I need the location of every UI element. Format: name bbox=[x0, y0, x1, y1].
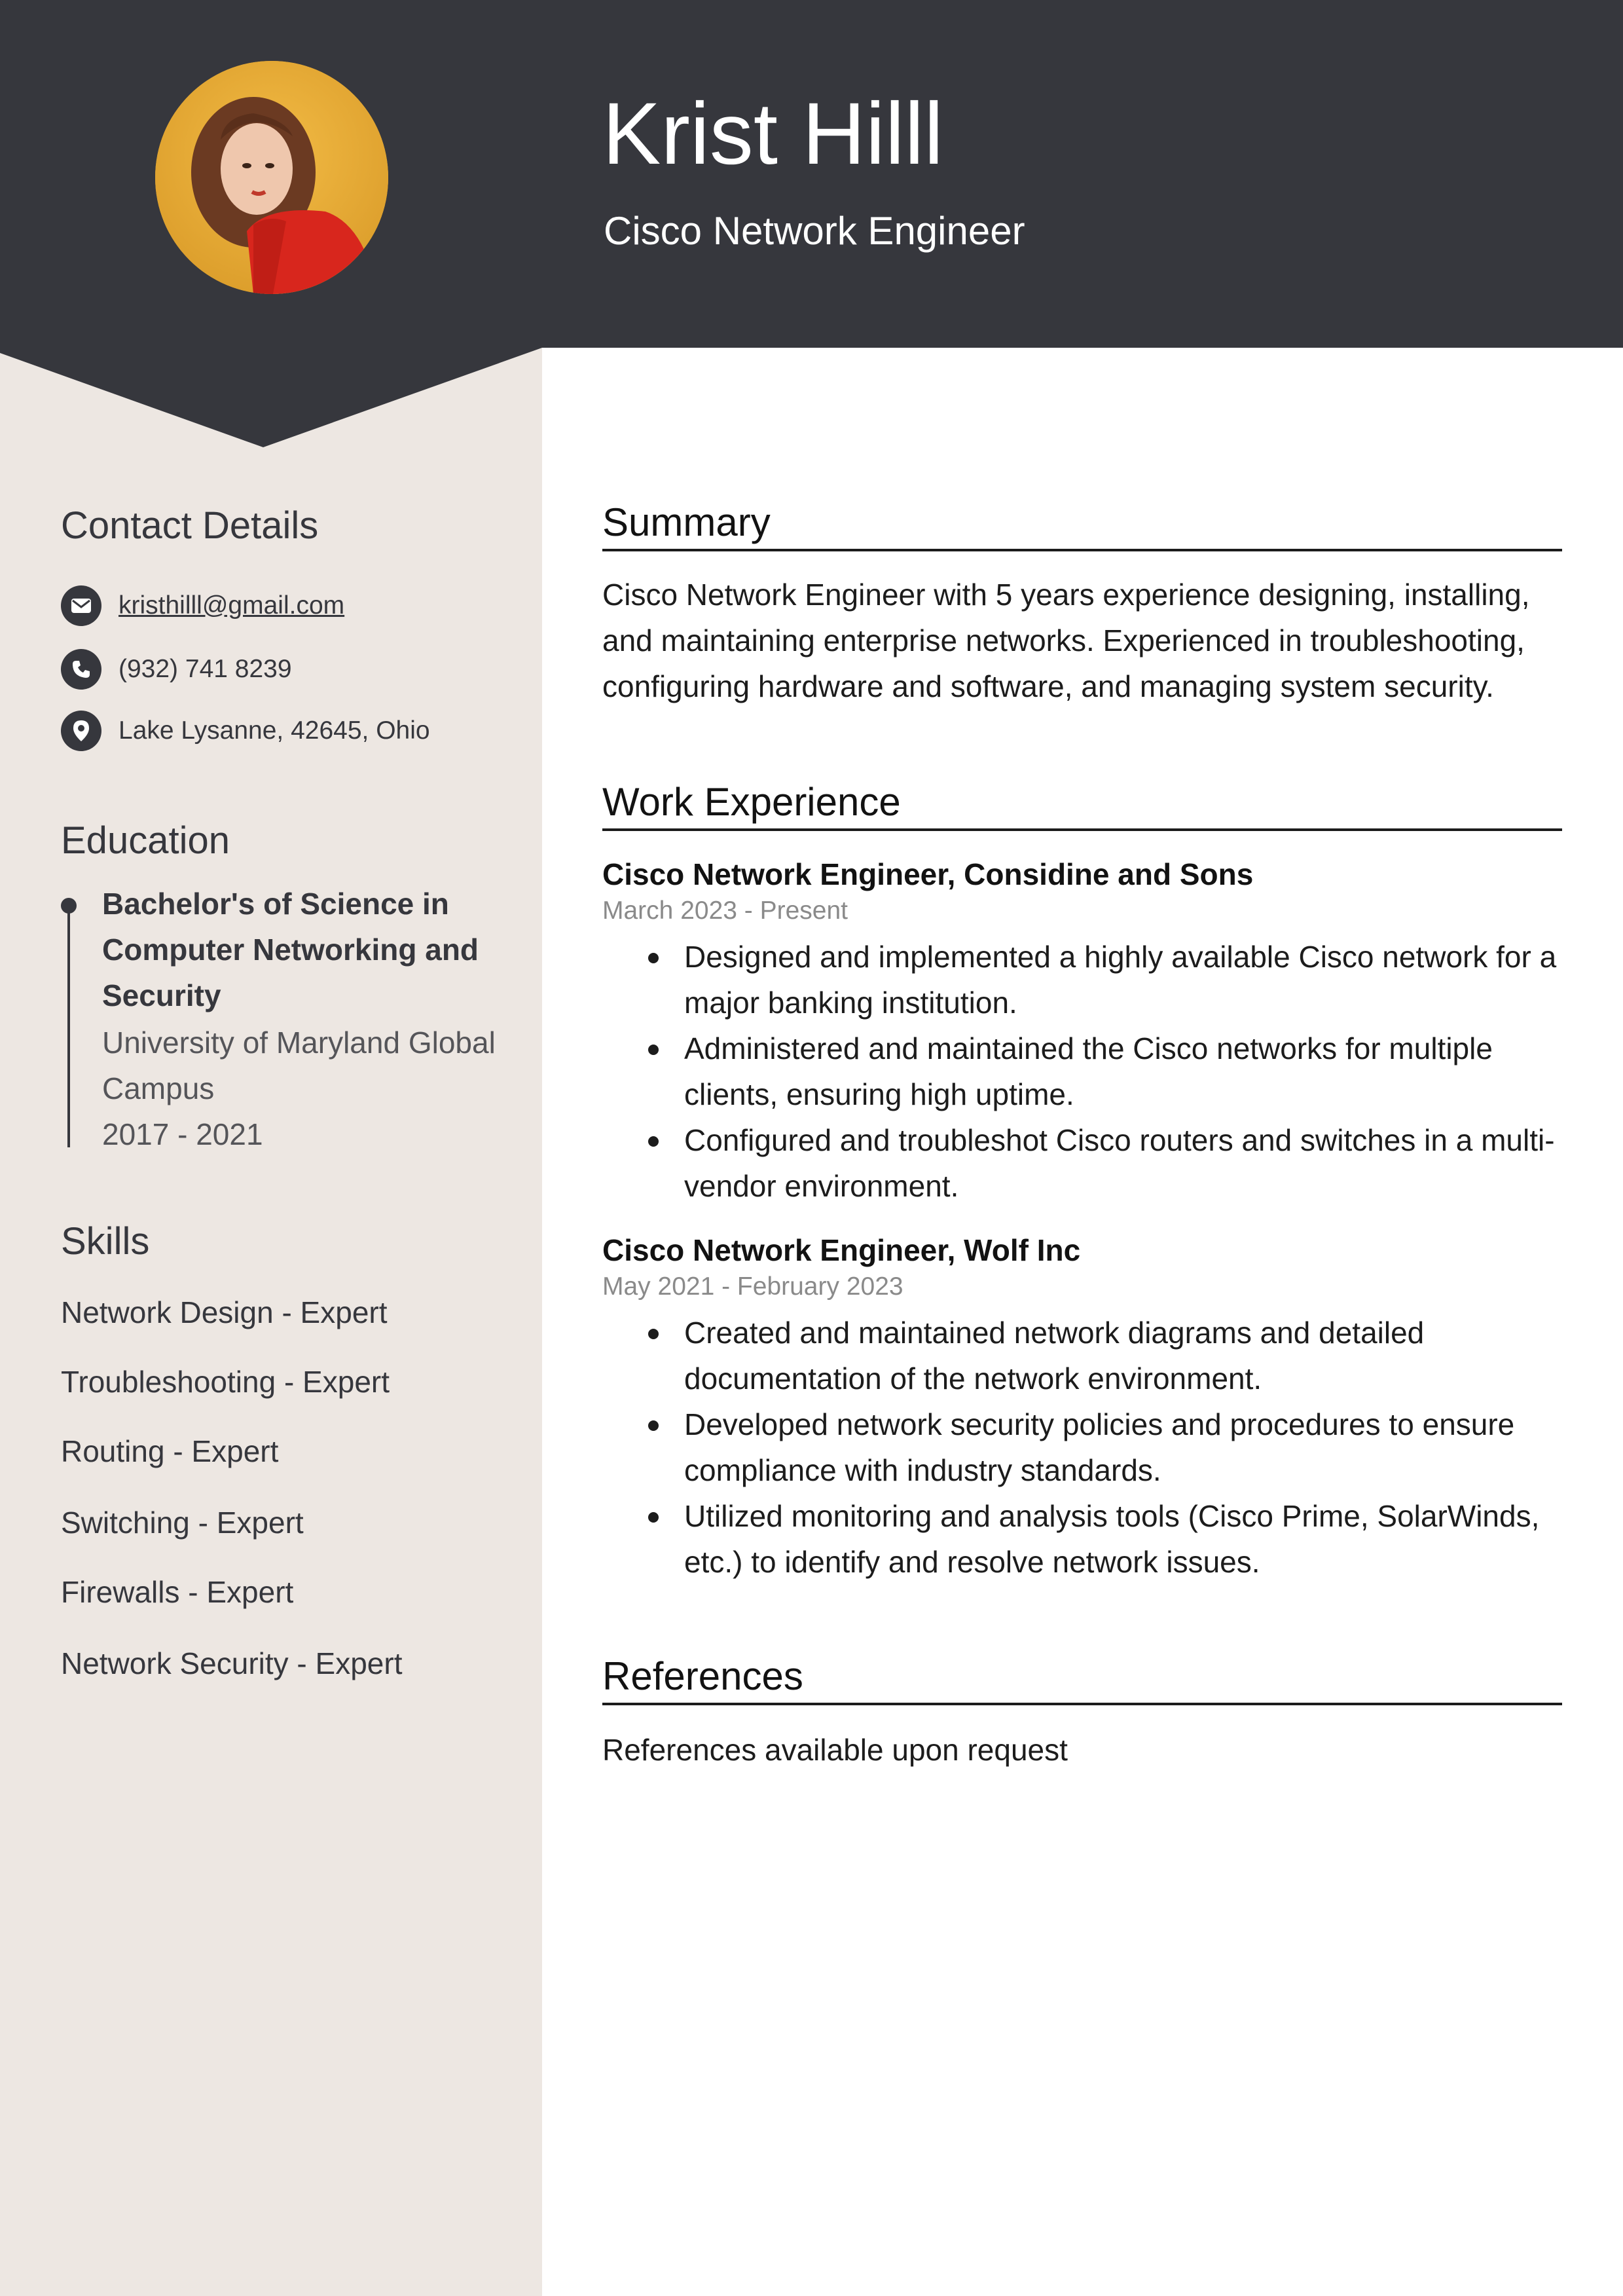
contact-heading: Contact Details bbox=[61, 504, 319, 547]
contact-phone-row bbox=[61, 648, 292, 690]
education-years: 2017 - 2021 bbox=[102, 1117, 263, 1151]
skill-item: Network Security - Expert bbox=[61, 1646, 403, 1680]
contact-address-row bbox=[61, 710, 430, 752]
education-timeline-line bbox=[67, 906, 70, 1147]
job-dates-2: May 2021 - February 2023 bbox=[602, 1272, 903, 1301]
education-degree: Bachelor's of Science in Computer Networking and Security bbox=[102, 887, 479, 1012]
references-text: References available upon request bbox=[602, 1733, 1068, 1767]
education-heading: Education bbox=[61, 819, 230, 862]
list-item: Designed and implemented a highly available Cisco network for a major banking institution. bbox=[655, 934, 1571, 1026]
job-bullets-1 bbox=[655, 934, 1571, 1209]
job-title-2: Cisco Network Engineer, Wolf Inc bbox=[602, 1233, 1081, 1267]
skill-item: Troubleshooting - Expert bbox=[61, 1365, 390, 1399]
skill-item: Routing - Expert bbox=[61, 1434, 279, 1468]
education-school: University of Maryland Global Campus bbox=[102, 1026, 496, 1105]
contact-email-row[interactable] bbox=[61, 585, 344, 627]
experience-divider bbox=[602, 828, 1562, 831]
job-title-1: Cisco Network Engineer, Considine and Sons bbox=[602, 857, 1254, 891]
skills-heading: Skills bbox=[61, 1220, 150, 1263]
phone-icon bbox=[61, 649, 101, 690]
list-item: Administered and maintained the Cisco networks for multiple clients, ensuring high uptime. bbox=[655, 1026, 1571, 1117]
job-dates-1: March 2023 - Present bbox=[602, 897, 848, 925]
summary-divider bbox=[602, 549, 1562, 551]
experience-heading: Work Experience bbox=[602, 780, 901, 824]
skill-item: Firewalls - Expert bbox=[61, 1575, 294, 1609]
summary-text: Cisco Network Engineer with 5 years experience designing, installing, and maintaining enterprise networks. Experienced in troubleshooting, configuring hardware and software, and managing system security. bbox=[602, 578, 1530, 703]
job-bullets-2 bbox=[655, 1310, 1571, 1585]
candidate-name: Krist Hilll bbox=[602, 85, 944, 183]
address: Lake Lysanne, 42645, Ohio bbox=[119, 716, 430, 745]
header-chevron bbox=[0, 348, 542, 447]
list-item: Utilized monitoring and analysis tools (Cisco Prime, SolarWinds, etc.) to identify and resolve network issues. bbox=[655, 1493, 1571, 1585]
phone-number: (932) 741 8239 bbox=[119, 655, 292, 683]
summary-heading: Summary bbox=[602, 500, 771, 544]
email-link[interactable]: kristhilll@gmail.com bbox=[119, 591, 345, 620]
skill-item: Network Design - Expert bbox=[61, 1295, 388, 1329]
map-pin-icon bbox=[61, 711, 101, 751]
list-item: Configured and troubleshot Cisco routers and switches in a multi-vendor environment. bbox=[655, 1117, 1571, 1209]
list-item: Developed network security policies and procedures to ensure compliance with industry standards. bbox=[655, 1401, 1571, 1493]
list-item: Created and maintained network diagrams and detailed documentation of the network environment. bbox=[655, 1310, 1571, 1401]
skill-item: Switching - Expert bbox=[61, 1506, 304, 1540]
references-heading: References bbox=[602, 1654, 803, 1698]
avatar bbox=[155, 61, 388, 294]
education-timeline-dot bbox=[61, 898, 77, 914]
envelope-icon bbox=[61, 585, 101, 626]
job-title: Cisco Network Engineer bbox=[604, 209, 1025, 253]
references-divider bbox=[602, 1703, 1562, 1705]
